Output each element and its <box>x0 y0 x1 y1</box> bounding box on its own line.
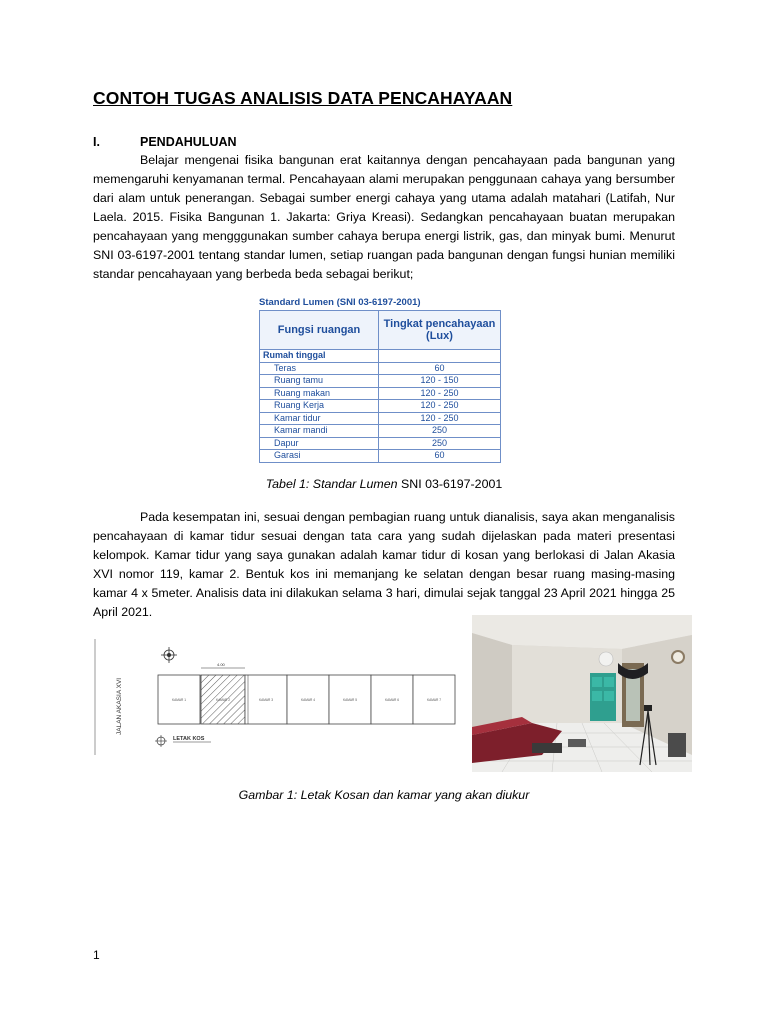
page-number: 1 <box>93 948 100 962</box>
figure-caption: Gambar 1: Letak Kosan dan kamar yang akan diukur <box>238 788 530 802</box>
section-title: PENDAHULUAN <box>140 135 237 149</box>
table-cell-room: Ruang makan <box>260 387 379 400</box>
table-row <box>260 362 501 375</box>
paragraph-intro-text: Belajar mengenai fisika bangunan erat kaitannya dengan pencahayaan pada bangunan yang memengaruhi kenyamanan termal. Pencahayaan alami merupakan penggunaan cahaya yang bersumber dari alam untuk penerangan. Sebagai sumber energi cahaya yang utama adalah matahari (Latifah, Nur Laela. 2015. Fisika Bangunan 1. Jakarta: Griya Kreasi). Sedangkan pencahayaan buatan merupakan pencahayaan yang mengggunakan sumber cahaya berupa energi listrik, gas, dan minyak bumi. Menurut SNI 03-6197-2001 tentang standar lumen, setiap ruangan pada bangunan dengan fungsi hunian memiliki standar pencahayaan yang berbeda beda sebagai berikut; <box>93 153 675 281</box>
table-caption <box>93 477 675 491</box>
room-label: KAMAR 1 <box>172 698 186 702</box>
table-cell-room: Ruang Kerja <box>260 400 379 413</box>
table-cell-room: Teras <box>260 362 379 375</box>
table-cell-lux: 120 - 250 <box>379 400 501 413</box>
fan-icon <box>599 652 613 666</box>
lumen-table <box>259 310 501 463</box>
document-title: CONTOH TUGAS ANALISIS DATA PENCAHAYAAN <box>93 88 513 108</box>
legend <box>155 735 211 747</box>
table-caption-italic: Tabel 1: Standar Lumen <box>265 477 398 491</box>
table-cell-room: Kamar mandi <box>260 425 379 438</box>
dimension-label: 4.00 <box>217 662 225 667</box>
north-arrow-icon <box>161 647 177 663</box>
table-cell-lux: 250 <box>379 437 501 450</box>
table-cell-room: Dapur <box>260 437 379 450</box>
section-number: I. <box>93 135 100 149</box>
table-row <box>260 412 501 425</box>
site-plan-figure <box>93 635 463 757</box>
table-cell-lux: 120 - 250 <box>379 387 501 400</box>
room-label: KAMAR 2 <box>216 698 230 702</box>
table-header-room: Fungsi ruangan <box>260 311 379 350</box>
paragraph-analysis <box>93 508 675 622</box>
bag <box>532 743 562 753</box>
table-group-label: Rumah tinggal <box>260 350 379 363</box>
table-header-lux: Tingkat pencahayaan (Lux) <box>379 311 501 350</box>
room-photo <box>472 615 692 772</box>
table-heading: Standard Lumen (SNI 03-6197-2001) <box>259 297 421 308</box>
room-label: KAMAR 5 <box>343 698 357 702</box>
street-label: JALAN AKASIA XVI <box>116 677 123 735</box>
table-cell-room: Kamar tidur <box>260 412 379 425</box>
table-row <box>260 450 501 463</box>
room-label: KAMAR 6 <box>385 698 399 702</box>
table-row <box>260 400 501 413</box>
table-caption-rest: SNI 03-6197-2001 <box>397 477 503 491</box>
table-cell-lux: 250 <box>379 425 501 438</box>
room-label: KAMAR 4 <box>301 698 315 702</box>
table-cell-lux: 60 <box>379 450 501 463</box>
table-cell-lux: 120 - 250 <box>379 412 501 425</box>
table-group-empty <box>379 350 501 363</box>
table-cell-room: Ruang tamu <box>260 375 379 388</box>
table-row <box>260 437 501 450</box>
table-cell-lux: 120 - 150 <box>379 375 501 388</box>
table-row <box>260 375 501 388</box>
lumen-table-figure <box>259 296 503 463</box>
table-cell-room: Garasi <box>260 450 379 463</box>
room-label: KAMAR 3 <box>259 698 273 702</box>
table-row <box>260 387 501 400</box>
paragraph-analysis-text: Pada kesempatan ini, sesuai dengan pembagian ruang untuk dianalisis, saya akan menganalisis pencahayaan di kamar tidur sesuai dengan tata cara yang sudah dijelaskan pada materi presentasi kelompok. Kamar tidur yang saya gunakan adalah kamar tidur di kosan yang berlokasi di Jalan Akasia XVI nomor 119, kamar 2. Bentuk kos ini memanjang ke selatan dengan besar ruang masing-masing kamar 4 x 5meter. Analisis data ini dilakukan selama 3 hari, dimulai sejak tanggal 23 April 2021 hingga 25 April 2021. <box>93 510 675 619</box>
table-row <box>260 425 501 438</box>
room-label: KAMAR 7 <box>427 698 441 702</box>
table-cell-lux: 60 <box>379 362 501 375</box>
legend-label: LETAK KOS <box>173 736 205 742</box>
paragraph-intro <box>93 151 675 284</box>
